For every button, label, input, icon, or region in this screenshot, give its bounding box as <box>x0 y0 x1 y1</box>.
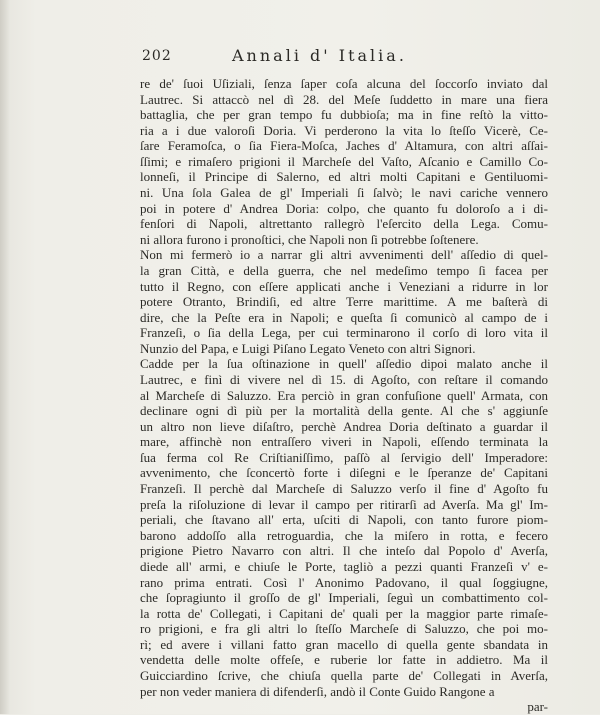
text-line: ſare Feramoſca, o ſia Fiera-Moſca, Jaches d' Altamura, con altri aſſai- <box>140 138 548 154</box>
body-text <box>140 76 548 715</box>
text-line: ria a i due valoroſi Doria. Vi perderono la vita lo ſteſſo Vicerè, Ce- <box>140 122 548 138</box>
text-line: Non mi fermerò io a narrar gli altri avvenimenti dell' aſſedio di quel- <box>140 247 548 263</box>
text-line: vendetta delle molte offeſe, e ruberie lor fatte in addietro. Ma il <box>140 652 548 668</box>
running-head: Annali d' Italia. <box>232 46 407 65</box>
text-line: periali, che ſtavano all' erta, uſciti di Napoli, con tanto furore piom- <box>140 512 548 528</box>
text-line: la gran Città, e della guerra, che nel medeſimo tempo ſi facea per <box>140 262 548 278</box>
text-line: Lautrec, e finì di vivere nel dì 15. di Agoſto, con reſtare il comando <box>140 371 548 387</box>
page-number: 202 <box>142 48 172 64</box>
text-line: al Marcheſe di Saluzzo. Era perciò in gran confuſione quell' Armata, con <box>140 387 548 403</box>
text-line: ni. Una ſola Galea de gl' Imperiali ſi ſalvò; le navi cariche vennero <box>140 185 548 201</box>
page-fold-shadow <box>0 0 10 714</box>
text-line: Cadde per la ſua oſtinazione in quell' aſſedio dipoi malato anche il <box>140 356 548 372</box>
text-line: barono addoſſo alla retroguardia, che la miſero in rotta, e fecero <box>140 527 548 543</box>
text-line: rì; ed avere i villani fatto gran macello di quella gente sbandata in <box>140 636 548 652</box>
text-line: ro prigioni, e fra gli altri lo ſteſſo Marcheſe di Saluzzo, che poi mo- <box>140 621 548 637</box>
text-line: per non veder maniera di difenderſi, andò il Conte Guido Rangone a <box>140 683 495 699</box>
text-line: dire, che la Peſte era in Napoli; e queſta ſi comunicò al campo de i <box>140 309 548 325</box>
text-line: re de' ſuoi Uſiziali, ſenza ſaper coſa alcuna del ſoccorſo inviato dal <box>140 76 548 91</box>
text-line: mare, affinchè non entraſſero viveri in Napoli, eſſendo terminata la <box>140 434 548 450</box>
text-line: ſſimi; e rimaſero prigioni il Marcheſe del Vaſto, Aſcanio e Camillo Co- <box>140 153 548 169</box>
text-line: Lautrec. Si attaccò nel dì 28. del Meſe ſuddetto in mare una fiera <box>140 91 548 107</box>
text-line: la rotta de' Collegati, i Capitani de' quali per la maggior parte rimaſe- <box>140 605 548 621</box>
text-line: Guicciardino ſcrive, che chiuſa quella parte de' Collegati in Averſa, <box>140 667 548 683</box>
text-line: ni allora furono i pronoſtici, che Napoli non ſi potrebbe ſoſtenere. <box>140 231 479 247</box>
text-line: tutto il Regno, con eſſere applicati anche i Veneziani a ridurre in lor <box>140 278 548 294</box>
text-line: avvenimento, che ſconcertò forte i diſegni e le ſperanze de' Capitani <box>140 465 548 481</box>
text-line: poi in potere d' Andrea Doria: colpo, che quanto fu doloroſo a i di- <box>140 200 548 216</box>
text-line: diede all' armi, e chiuſe le Porte, tagliò a pezzi quanti Franzeſi v' e- <box>140 558 548 574</box>
text-line: Franzeſi. Il perchè dal Marcheſe di Saluzzo verſo il fine d' Agoſto fu <box>140 481 548 497</box>
text-line: Nunzio del Papa, e Luigi Piſano Legato Veneto con altri Signori. <box>140 340 476 356</box>
text-line: prigione Pietro Navarro con altri. Il che inteſo dal Popolo d' Averſa, <box>140 543 548 559</box>
text-line: Franzeſi, o ſia della Lega, per cui terminarono il corſo di loro vita il <box>140 325 548 341</box>
text-line: par- <box>527 699 548 715</box>
text-line: lonneſi, il Principe di Salerno, ed altri molti Capitani e Gentiluomi- <box>140 169 548 185</box>
text-line: fenſori di Napoli, altrettanto rallegrò l'eſercito della Lega. Comu- <box>140 216 548 232</box>
text-line: potere Otranto, Brindiſi, ed altre Terre marittime. A me baſterà di <box>140 294 548 310</box>
text-line: che ſopragiunto il groſſo de gl' Imperiali, ſeguì un combattimento col- <box>140 590 548 606</box>
text-line: declinare ogni dì più per la mortalità della gente. Al che s' aggiunſe <box>140 403 548 419</box>
text-line: rano prima entrati. Così l' Anonimo Padovano, il qual ſoggiugne, <box>140 574 548 590</box>
text-line: ſua ferma col Re Criſtianiſſimo, paſſò al ſervigio dell' Imperadore: <box>140 449 548 465</box>
page-header <box>142 46 474 70</box>
text-line: preſa la riſoluzione di levar il campo per ritirarſi ad Averſa. Ma gl' Im- <box>140 496 548 512</box>
text-line: un altro non lieve diſaſtro, perchè Andrea Doria deſtinato a guardar il <box>140 418 548 434</box>
text-line: battaglia, che per gran tempo fu dubbioſa; ma in fine reſtò la vitto- <box>140 107 548 123</box>
